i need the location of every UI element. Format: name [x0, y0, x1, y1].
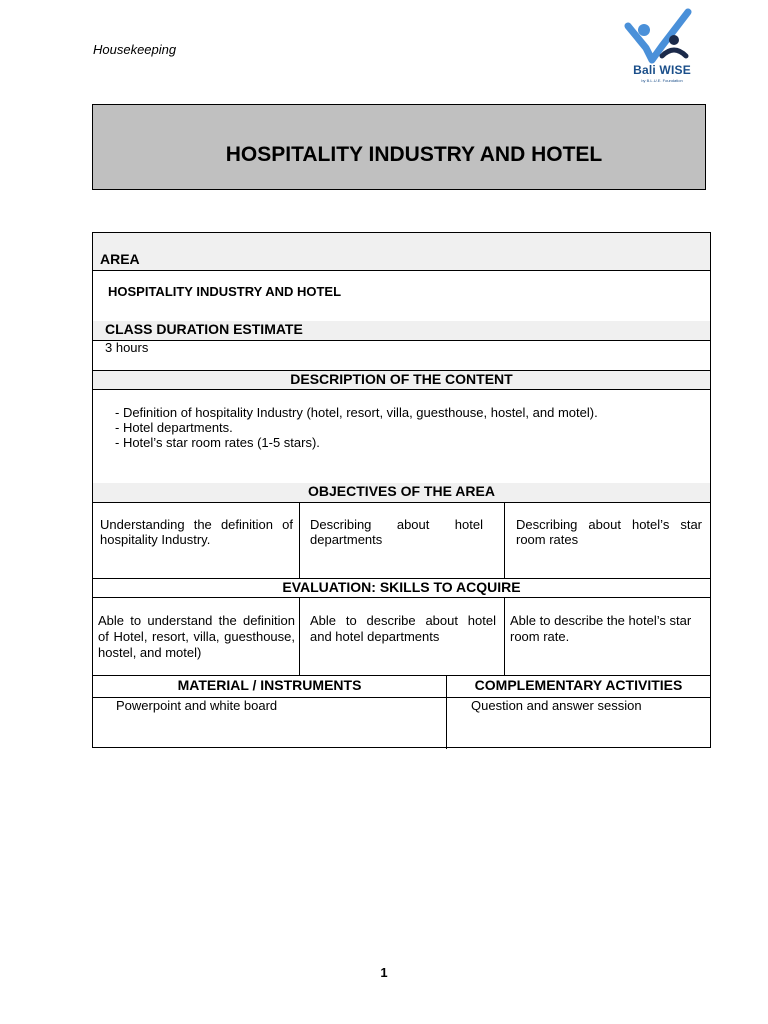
page-title: HOSPITALITY INDUSTRY AND HOTEL — [225, 143, 603, 166]
duration-label: CLASS DURATION ESTIMATE — [105, 321, 303, 337]
lesson-plan-table — [92, 232, 711, 748]
bali-wise-logo — [622, 8, 702, 88]
area-label: AREA — [100, 251, 140, 267]
duration-value: 3 hours — [105, 340, 149, 355]
objectives-header: OBJECTIVES OF THE AREA — [308, 483, 495, 499]
header-section-label: Housekeeping — [93, 42, 177, 57]
evaluation-cell-1: Able to understand the definition of Hotel, resort, villa, guesthouse, hostel, and motel) — [98, 613, 295, 660]
description-list — [115, 405, 695, 450]
area-label-row — [93, 233, 710, 270]
objective-cell-2: Describing about hotel departments — [310, 517, 483, 547]
logo-figure-icon — [622, 8, 702, 68]
evaluation-cell-2: Able to describe about hotel and hotel departments — [310, 613, 496, 644]
objective-cell-3: Describing about hotel’s star room rates — [516, 517, 702, 547]
page-number: 1 — [380, 965, 388, 980]
evaluation-header: EVALUATION: SKILLS TO ACQUIRE — [282, 579, 521, 595]
list-item: - Hotel departments. — [115, 420, 233, 435]
title-box — [92, 104, 706, 190]
area-value: HOSPITALITY INDUSTRY AND HOTEL — [108, 284, 342, 299]
logo-subtext: by B.L.U.E. Foundation — [641, 78, 683, 83]
complementary-header: COMPLEMENTARY ACTIVITIES — [474, 677, 683, 693]
complementary-value: Question and answer session — [471, 698, 642, 713]
logo-wordmark: Bali WISE — [633, 63, 691, 77]
material-value: Powerpoint and white board — [116, 698, 278, 713]
objective-cell-1: Understanding the definition of hospitality Industry. — [100, 517, 293, 547]
material-header: MATERIAL / INSTRUMENTS — [177, 677, 362, 693]
evaluation-cell-3: Able to describe the hotel’s star room rate. — [510, 613, 692, 644]
description-header: DESCRIPTION OF THE CONTENT — [290, 371, 513, 387]
list-item: - Definition of hospitality Industry (hotel, resort, villa, guesthouse, hostel, and motel). — [115, 405, 598, 420]
list-item: - Hotel’s star room rates (1-5 stars). — [115, 435, 320, 450]
